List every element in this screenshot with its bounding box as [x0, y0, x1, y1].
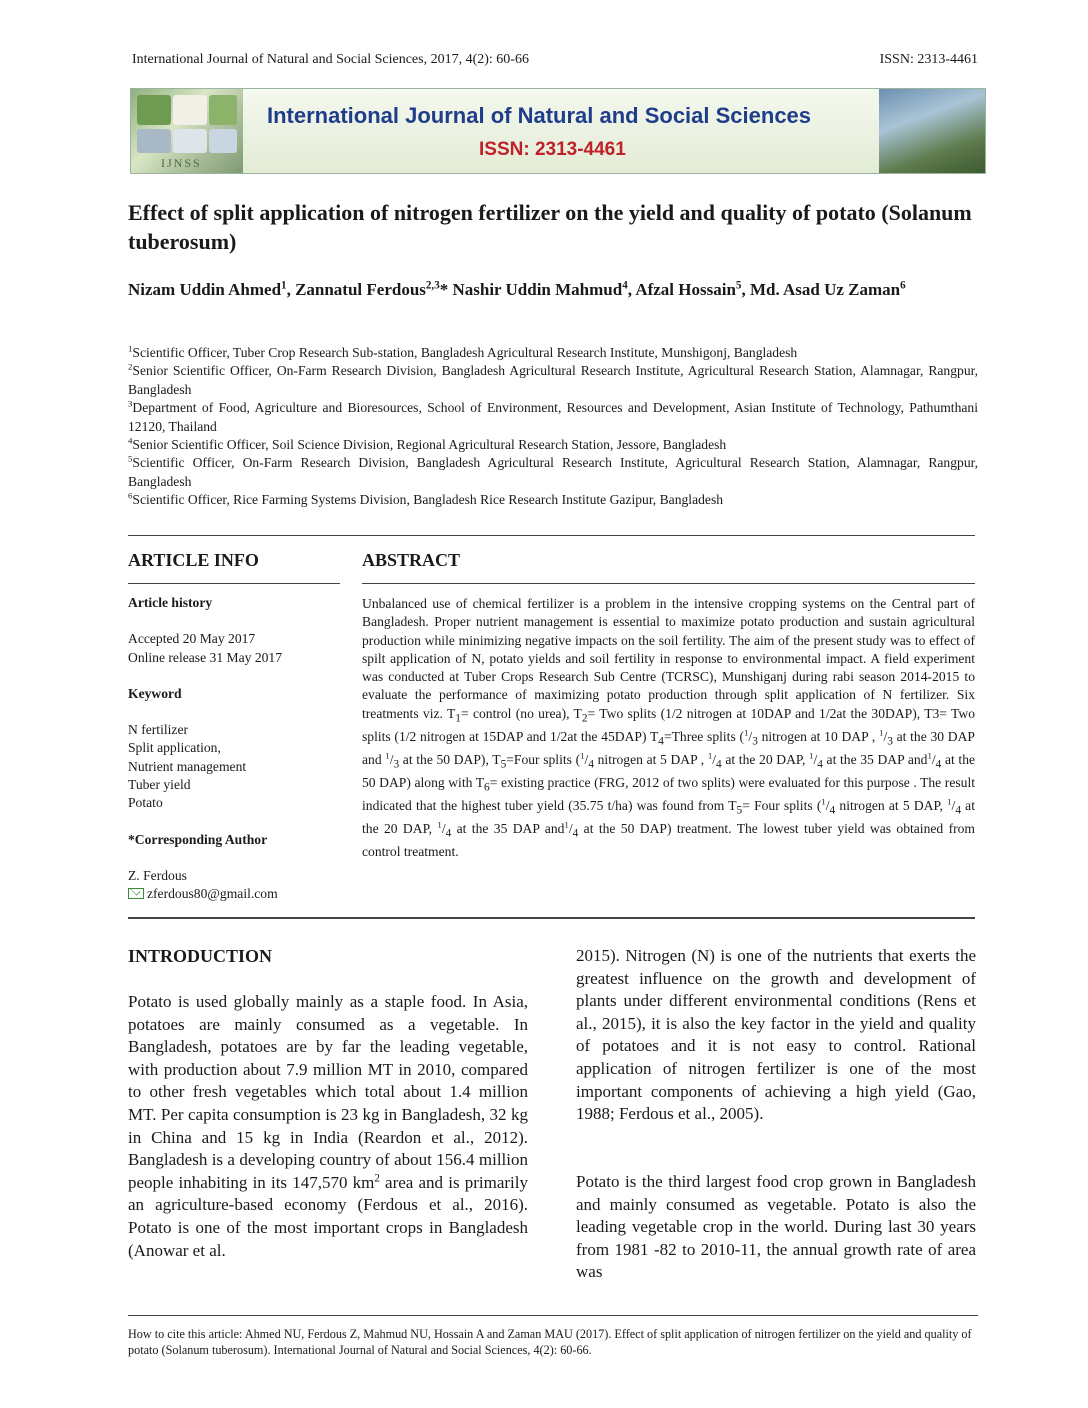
affiliation-item: [128, 454, 978, 491]
corresponding-author-label: *Corresponding Author: [128, 831, 268, 847]
affiliation-item: [128, 362, 978, 399]
keyword-item: N fertilizer: [128, 722, 189, 738]
corresponding-email-link[interactable]: zferdous80@gmail.com: [147, 886, 278, 902]
corresponding-author-name: Z. Ferdous: [128, 867, 187, 883]
author-affiliation-mark: 2,3: [425, 279, 440, 292]
abstract-end-divider: [128, 917, 975, 919]
banner-logo-collage: [131, 89, 243, 173]
journal-banner: [130, 88, 986, 174]
banner-photo-collage: [879, 89, 985, 173]
affiliation-mark: 6: [128, 490, 133, 501]
affiliation-item: [128, 491, 978, 509]
author-name: Afzal Hossain: [635, 280, 736, 299]
author-list: [128, 278, 978, 302]
footer-divider: [128, 1315, 978, 1316]
section-divider: [128, 535, 975, 536]
author-name: Zannatul Ferdous: [295, 280, 426, 299]
author-name: Nashir Uddin Mahmud: [452, 280, 623, 299]
mail-icon: [128, 888, 144, 899]
corresponding-email-row: [128, 885, 348, 903]
introduction-heading: INTRODUCTION: [128, 946, 273, 966]
author-separator: ,: [286, 280, 296, 299]
article-info-divider: [128, 583, 340, 584]
affiliation-text: Senior Scientific Officer, On-Farm Research Division, Bangladesh Agricultural Research Institute, Agricultural Research Station, Alamnagar, Rangpur, Bangladesh: [128, 363, 978, 397]
affiliation-mark: 1: [128, 343, 133, 354]
affiliation-mark: 2: [128, 361, 133, 372]
affiliation-text: Senior Scientific Officer, Soil Science Division, Regional Agricultural Research Station, Jessore, Bangladesh: [132, 437, 727, 453]
author-separator: *: [439, 280, 453, 299]
keyword-item: Split application,: [128, 740, 221, 756]
introduction-paragraph: Potato is used globally mainly as a staple food. In Asia, potatoes are mainly consumed as a vegetable. In Bangladesh, potatoes are by far the leading vegetable, with production about 7.9 million MT in 2010, compared to other fresh vegetables which total about 1.4 million MT. Per capita consumption is 23 kg in Bangladesh, 32 kg in China and 15 kg in India (Reardon et al., 2012). Bangladesh is a developing country of about 156.4 million people inhabiting in its 147,570 $km^2$ area and is primarily an agriculture-based economy (Ferdous et al., 2016). Potato is one of the most important crops in Bangladesh (Anowar et al.: [128, 992, 528, 1260]
author-affiliation-mark: 5: [735, 279, 742, 292]
affiliation-text: Department of Food, Agriculture and Bioresources, School of Environment, Resources and Development, Asian Institute of Technology, Pathumthani 12120, Thailand: [128, 400, 978, 434]
affiliation-item: [128, 344, 978, 362]
article-info-panel: [128, 594, 348, 904]
affiliation-text: Scientific Officer, Rice Farming Systems Division, Bangladesh Rice Research Institute Gazipur, Bangladesh: [132, 492, 724, 508]
author-affiliation-mark: 1: [281, 279, 287, 292]
keyword-item: Potato: [128, 795, 163, 811]
affiliation-item: [128, 436, 978, 454]
banner-issn: ISSN: 2313-4461: [479, 139, 626, 160]
affiliation-text: Scientific Officer, On-Farm Research Division, Bangladesh Agricultural Research Institute, Agricultural Research Station, Alamnagar, Rangpur, Bangladesh: [128, 455, 978, 489]
affiliation-mark: 5: [128, 453, 133, 464]
citation-footer: [128, 1326, 978, 1358]
author-name: Nizam Uddin Ahmed: [128, 280, 282, 299]
author-affiliation-mark: 6: [900, 279, 906, 292]
abstract-body: Unbalanced use of chemical fertilizer is a problem in the intensive cropping systems on the Central part of Bangladesh. Proper nutrient management is essential to maximize potato production and sustain agricultural production while minimizing negative impacts on the soil fertility. The aim of the present study was to effect of spilt application of N, potato yields and soil fertility in response to environmental impact. A field experiment was conducted at Tuber Crops Research Sub Centre (TCRSC), Munshiganj during rabi season 2014-2015 to evaluate the performance of maximizing potato production through split application of N fertilizer. Six treatments viz. $T_1=$ control (no urea), $T_2=$ Two splits (1/2 nitrogen at 10DAP and 1/2at the 30DAP), T3= Two splits (1/2 nitrogen at 15DAP and 1/2at the 45DAP) $T_4=Three$ splits ($^1/_3$ nitrogen at 10 DAP , $^1/_3$ at the 30 DAP and $^1/_3$ at the 50 DAP), $T_5=Four$ splits ($^1/_4$ nitrogen at 5 DAP , $^1/_4$ at the 20 DAP, $^1/_4$ at the 35 DAP $and^1/_4$ at the 50 DAP) along with $T_6=$ existing practice (FRG, 2012 of two splits) were evaluated for this purpose . The result indicated that the highest tuber yield (35.75 t/ha) was found from $T_5=$ Four splits ($^1/_4$ nitrogen at 5 DAP, $^1/_4$ at the 20 DAP, $^1/_4$ at the 35 DAP $and^1/_4$ at the 50 DAP) treatment. The lowest tuber yield was obtained from control treatment.: [362, 596, 976, 859]
introduction-paragraph: 2015). Nitrogen (N) is one of the nutrients that exerts the greatest influence on the growth and development of plants under different environmental conditions (Rens et al., 2015), it is also the key factor in the yield and quality of potatoes and it is not easy to control. Rational application of nitrogen fertilizer is one of the most important components of achieving a high yield (Gao, 1988; Ferdous et al., 2005).: [576, 946, 976, 1124]
keyword-item: Tuber yield: [128, 777, 191, 793]
online-release-date: Online release 31 May 2017: [128, 649, 283, 665]
article-history-label: Article history: [128, 595, 213, 610]
banner-journal-title: International Journal of Natural and Social Sciences: [267, 103, 812, 128]
citation-text: Ahmed NU, Ferdous Z, Mahmud NU, Hossain A and Zaman MAU (2017). Effect of split application of nitrogen fertilizer on the yield and quality of potato (Solanum tuberosum). International Journal of Natural and Social Sciences, 4(2): 60-66.: [128, 1327, 972, 1357]
article-info-heading: ARTICLE INFO: [128, 550, 259, 570]
keyword-item: Nutrient management: [128, 758, 247, 774]
introduction-paragraph: Potato is the third largest food crop grown in Bangladesh and mainly consumed as vegetable. Potato is also the leading vegetable crop in the world. During last 30 years from 1981 -82 to 2010-11, the annual growth rate of area was: [576, 1172, 976, 1282]
author-separator: ,: [627, 280, 636, 299]
author-separator: ,: [741, 280, 750, 299]
running-header-left: International Journal of Natural and Social Sciences, 2017, 4(2): 60-66: [132, 52, 529, 67]
affiliation-mark: 4: [128, 435, 133, 446]
article-title: Effect of split application of nitrogen fertilizer on the yield and quality of potato (Solanum tuberosum): [128, 200, 972, 254]
affiliations: [128, 344, 978, 510]
abstract-heading: ABSTRACT: [362, 550, 461, 570]
accepted-date: Accepted 20 May 2017: [128, 631, 256, 647]
running-header-right: ISSN: 2313-4461: [879, 52, 978, 67]
affiliation-mark: 3: [128, 398, 133, 409]
citation-label: How to cite this article:: [128, 1327, 243, 1341]
author-name: Md. Asad Uz Zaman: [749, 280, 901, 299]
author-affiliation-mark: 4: [622, 279, 628, 292]
affiliation-item: [128, 399, 978, 436]
abstract-divider: [362, 583, 975, 584]
banner-logo-text: IJNSS: [161, 156, 202, 170]
affiliation-text: Scientific Officer, Tuber Crop Research Sub-station, Bangladesh Agricultural Research Institute, Munshigonj, Bangladesh: [132, 345, 798, 360]
keyword-label: Keyword: [128, 685, 182, 701]
